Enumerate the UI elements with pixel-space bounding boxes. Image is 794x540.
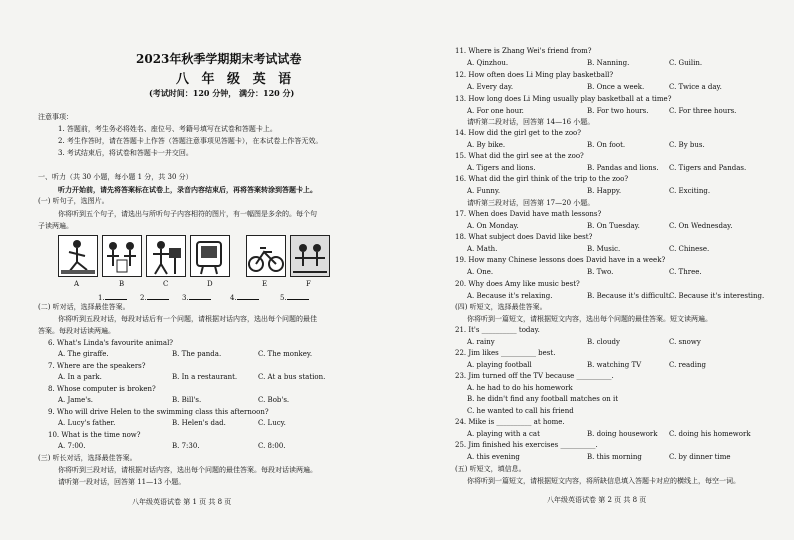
part-desc: 你将听到一篇短文，请根据短文内容，将所缺信息填入答题卡对应的横线上，每空一词。 <box>467 477 740 485</box>
question: 7. Where are the speakers? <box>48 362 146 370</box>
picture-label: D <box>207 280 213 288</box>
answer-blank[interactable]: 2. <box>140 292 169 303</box>
option-b[interactable]: B. watching TV <box>587 361 642 369</box>
question: 23. Jim turned off the TV because __________. <box>455 372 614 380</box>
picture-c <box>146 235 186 277</box>
exam-title: 2023年秋季学期期末考试试卷 <box>136 52 302 66</box>
option-c[interactable]: C. Tigers and Pandas. <box>669 164 747 172</box>
exam-subtitle: 八 年 级 英 语 <box>176 72 296 87</box>
option-c[interactable]: C. Lucy. <box>258 419 286 427</box>
part-title: (三) 听长对话，选择最佳答案。 <box>38 454 137 462</box>
left-page <box>36 0 396 540</box>
option-a[interactable]: A. this evening <box>467 453 520 461</box>
question: 13. How long does Li Ming usually play basketball at a time? <box>455 95 672 103</box>
section-title: 一、听力（共 30 小题，每小题 1 分，共 30 分） <box>38 173 193 181</box>
question: 19. How many Chinese lessons does David have in a week? <box>455 256 666 264</box>
question: 24. Mike is __________ at home. <box>455 418 565 426</box>
picture-d <box>190 235 230 277</box>
option-b[interactable]: B. Bill's. <box>172 396 202 404</box>
part-title: (五) 听短文，填信息。 <box>455 465 526 473</box>
option-b[interactable]: B. Happy. <box>587 187 622 195</box>
part-desc: 答案。每段对话读两遍。 <box>38 327 115 335</box>
option-c[interactable]: C. 8:00. <box>258 442 286 450</box>
option-b[interactable]: B. On Tuesday. <box>587 222 640 230</box>
option-b[interactable]: B. doing housework <box>587 430 658 438</box>
option-b[interactable]: B. For two hours. <box>587 107 649 115</box>
option-c[interactable]: C. Bob's. <box>258 396 290 404</box>
question: 11. Where is Zhang Wei's friend from? <box>455 47 592 55</box>
option-c[interactable]: C. At a bus station. <box>258 373 326 381</box>
option-b[interactable]: B. this morning <box>587 453 642 461</box>
question: 12. How often does Li Ming play basketball? <box>455 71 614 79</box>
option-b[interactable]: B. he didn't find any football matches on it <box>467 395 619 403</box>
option-b[interactable]: B. Pandas and lions. <box>587 164 659 172</box>
picture-e <box>246 235 286 277</box>
question: 25. Jim finished his exercises __________. <box>455 441 598 449</box>
note-item: 3. 考试结束后，将试卷和答题卡一并交回。 <box>58 149 193 157</box>
option-c[interactable]: C. doing his homework <box>669 430 751 438</box>
option-a[interactable]: A. Lucy's father. <box>58 419 116 427</box>
option-b[interactable]: B. On foot. <box>587 141 626 149</box>
picture-label: E <box>262 280 268 288</box>
exam-info: (考试时间：120 分钟， 满分：120 分) <box>149 88 295 98</box>
question: 15. What did the girl see at the zoo? <box>455 152 584 160</box>
option-a[interactable]: A. Because it's relaxing. <box>467 292 553 300</box>
option-b[interactable]: B. The panda. <box>172 350 222 358</box>
question: 20. Why does Amy like music best? <box>455 280 580 288</box>
question: 6. What's Linda's favourite animal? <box>48 339 174 347</box>
answer-blank[interactable]: 3. <box>182 292 211 303</box>
part-desc: 你将听到一篇短文，请根据短文内容，选出每个问题的最佳答案。短文读两遍。 <box>467 315 712 323</box>
question: 21. It's __________ today. <box>455 326 540 334</box>
picture-label: B <box>119 280 125 288</box>
answer-blank[interactable]: 1. <box>98 292 127 303</box>
option-c[interactable]: C. he wanted to call his friend <box>467 407 574 415</box>
section-note: 请听第三段对话，回答第 17—20 小题。 <box>467 199 595 207</box>
part-desc: 请听第一段对话，回答第 11—13 小题。 <box>58 478 186 486</box>
option-c[interactable]: C. Because it's interesting. <box>669 292 765 300</box>
question: 18. What subject does David like best? <box>455 233 593 241</box>
notes-heading: 注意事项： <box>38 113 73 121</box>
part-title: (二) 听对话，选择最佳答案。 <box>38 303 130 311</box>
option-a[interactable]: A. In a park. <box>58 373 102 381</box>
option-b[interactable]: B. In a restaurant. <box>172 373 238 381</box>
option-c[interactable]: C. Exciting. <box>669 187 711 195</box>
picture-b <box>102 235 142 277</box>
option-b[interactable]: B. Two. <box>587 268 614 276</box>
question: 9. Who will drive Helen to the swimming class this afternoon? <box>48 408 269 416</box>
option-a[interactable]: A. Tigers and lions. <box>467 164 536 172</box>
question: 8. Whose computer is broken? <box>48 385 156 393</box>
question: 22. Jim likes __________ best. <box>455 349 556 357</box>
option-a[interactable]: A. playing football <box>467 361 532 369</box>
option-a[interactable]: A. Funny. <box>467 187 501 195</box>
option-a[interactable]: A. Math. <box>467 245 498 253</box>
option-a[interactable]: A. By bike. <box>467 141 506 149</box>
option-a[interactable]: A. rainy <box>467 338 495 346</box>
option-c[interactable]: C. Three. <box>669 268 702 276</box>
section-instruction: 听力开始前，请先将答案标在试卷上，录音内容结束后，再将答案转涂到答题卡上。 <box>58 185 317 194</box>
option-c[interactable]: C. By bus. <box>669 141 705 149</box>
answer-blank[interactable]: 4. <box>230 292 259 303</box>
option-c[interactable]: C. reading <box>669 361 706 369</box>
picture-a <box>58 235 98 277</box>
page-footer: 八年级英语试卷 第 2 页 共 8 页 <box>547 496 647 504</box>
section-note: 请听第二段对话，回答第 14—16 小题。 <box>467 118 595 126</box>
right-page <box>455 0 773 540</box>
question: 16. What did the girl think of the trip to the zoo? <box>455 175 629 183</box>
picture-label: F <box>306 280 311 288</box>
question: 10. What is the time now? <box>48 431 141 439</box>
part-desc: 子读两遍。 <box>38 222 73 230</box>
option-c[interactable]: C. On Wednesday. <box>669 222 733 230</box>
option-a[interactable]: A. Qinzhou. <box>467 59 509 67</box>
answer-blank[interactable]: 5. <box>280 292 309 303</box>
page-footer: 八年级英语试卷 第 1 页 共 8 页 <box>132 498 232 506</box>
option-c[interactable]: C. Twice a day. <box>669 83 722 91</box>
option-b[interactable]: B. Because it's difficult. <box>587 292 671 300</box>
option-a[interactable]: A. Every day. <box>467 83 514 91</box>
part-title: (一) 听句子，选图片。 <box>38 197 109 205</box>
option-c[interactable]: C. snowy <box>669 338 701 346</box>
option-a[interactable]: A. 7:00. <box>58 442 86 450</box>
option-b[interactable]: B. Music. <box>587 245 621 253</box>
part-desc: 你将听到三段对话，请根据对话内容，选出每个问题的最佳答案。每段对话读两遍。 <box>58 466 317 474</box>
option-a[interactable]: A. For one hour. <box>467 107 524 115</box>
question: 17. When does David have math lessons? <box>455 210 602 218</box>
option-c[interactable]: C. The monkey. <box>258 350 313 358</box>
part-desc: 你将听到五段对话，每段对话后有一个问题，请根据对话内容，选出每个问题的最佳 <box>58 315 317 323</box>
picture-label: A <box>74 280 80 288</box>
option-b[interactable]: B. 7:30. <box>172 442 200 450</box>
option-a[interactable]: A. playing with a cat <box>467 430 540 438</box>
picture-label: C <box>163 280 169 288</box>
option-a[interactable]: A. The giraffe. <box>58 350 109 358</box>
question: 14. How did the girl get to the zoo? <box>455 129 582 137</box>
picture-f <box>290 235 330 277</box>
option-b[interactable]: B. Once a week. <box>587 83 645 91</box>
option-c[interactable]: C. by dinner time <box>669 453 731 461</box>
option-b[interactable]: B. Nanning. <box>587 59 630 67</box>
option-b[interactable]: B. Helen's dad. <box>172 419 226 427</box>
option-a[interactable]: A. he had to do his homework <box>467 384 573 392</box>
option-c[interactable]: C. Chinese. <box>669 245 710 253</box>
option-b[interactable]: B. cloudy <box>587 338 620 346</box>
option-a[interactable]: A. One. <box>467 268 494 276</box>
option-c[interactable]: C. Guilin. <box>669 59 703 67</box>
part-title: (四) 听短文，选择最佳答案。 <box>455 303 547 311</box>
option-a[interactable]: A. Jame's. <box>58 396 94 404</box>
option-c[interactable]: C. For three hours. <box>669 107 737 115</box>
note-item: 2. 考生作答时，请在答题卡上作答（答题注意事项见答题卡），在本试卷上作答无效。 <box>58 137 323 145</box>
part-desc: 你将听到五个句子，请选出与所听句子内容相符的图片，有一幅图是多余的。每个句 <box>58 210 317 218</box>
option-a[interactable]: A. On Monday. <box>467 222 519 230</box>
note-item: 1. 答题前，考生务必将姓名、座位号、考籍号填写在试卷和答题卡上。 <box>58 125 277 133</box>
